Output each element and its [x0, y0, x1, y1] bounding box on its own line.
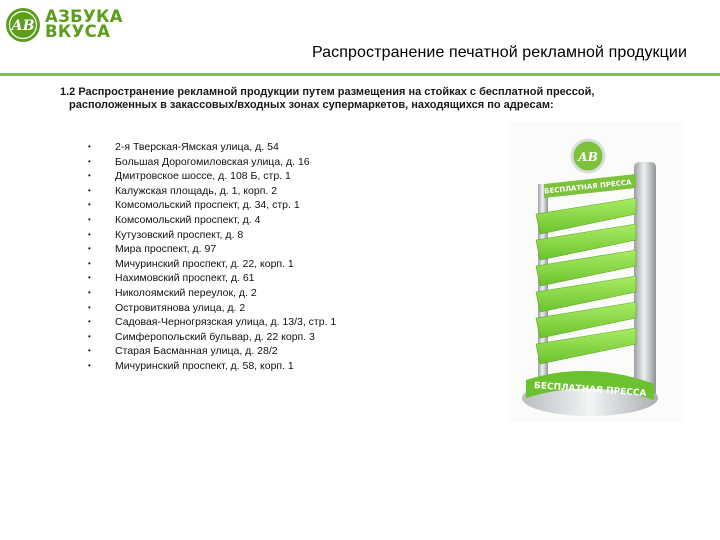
- page-title: Распространение печатной рекламной продукции: [311, 44, 687, 61]
- stand-badge-text: АВ: [578, 150, 598, 164]
- address-item: • Старая Басманная улица, д. 28/2: [88, 344, 408, 359]
- address-item: • Островитянова улица, д. 2: [88, 301, 408, 316]
- address-item: • Нахимовский проспект, д. 61: [88, 271, 408, 286]
- logo-line2: ВКУСА: [45, 22, 111, 41]
- address-item: • Николоямский переулок, д. 2: [88, 286, 408, 301]
- address-item: • Садовая-Черногрязская улица, д. 13/3, стр. 1: [88, 315, 408, 330]
- intro-line2: расположенных в закассовых/входных зонах супермаркетов, находящихся по адресам:: [69, 99, 554, 111]
- logo-wordmark: [45, 9, 123, 39]
- stand-sign-text: БЕСПЛАТНАЯ ПРЕССА: [543, 178, 632, 196]
- address-item: • 2-я Тверская-Ямская улица, д. 54: [88, 140, 408, 155]
- press-stand-image: [508, 122, 684, 422]
- address-item: • Дмитровское шоссе, д. 108 Б, стр. 1: [88, 169, 408, 184]
- stand-base-text: БЕСПЛАТНАЯ ПРЕССА: [533, 381, 647, 399]
- address-item: • Калужская площадь, д. 1, корп. 2: [88, 184, 408, 199]
- address-item: • Мира проспект, д. 97: [88, 242, 408, 257]
- address-item: • Симферопольский бульвар, д. 22 корп. 3: [88, 330, 408, 345]
- logo-line1: АЗБУКА: [45, 7, 123, 26]
- stand-right-pole: [634, 162, 656, 400]
- intro-paragraph: [60, 86, 680, 112]
- intro-line1: 1.2 Распространение рекламной продукции путем размещения на стойках с бесплатной прессой,: [60, 86, 595, 98]
- logo-badge-text: АВ: [11, 18, 35, 34]
- stand-shelves: [536, 198, 636, 364]
- title-divider: [0, 73, 720, 76]
- address-item: • Комсомольский проспект, д. 34, стр. 1: [88, 198, 408, 213]
- address-list: [88, 140, 408, 374]
- logo-badge-icon: [4, 6, 42, 44]
- address-item: • Кутузовский проспект, д. 8: [88, 228, 408, 243]
- address-item: • Большая Дорогомиловская улица, д. 16: [88, 155, 408, 170]
- address-item: • Комсомольский проспект, д. 4: [88, 213, 408, 228]
- address-item: • Мичуринский проспект, д. 22, корп. 1: [88, 257, 408, 272]
- address-item: • Мичуринский проспект, д. 58, корп. 1: [88, 359, 408, 374]
- brand-logo: [4, 6, 144, 46]
